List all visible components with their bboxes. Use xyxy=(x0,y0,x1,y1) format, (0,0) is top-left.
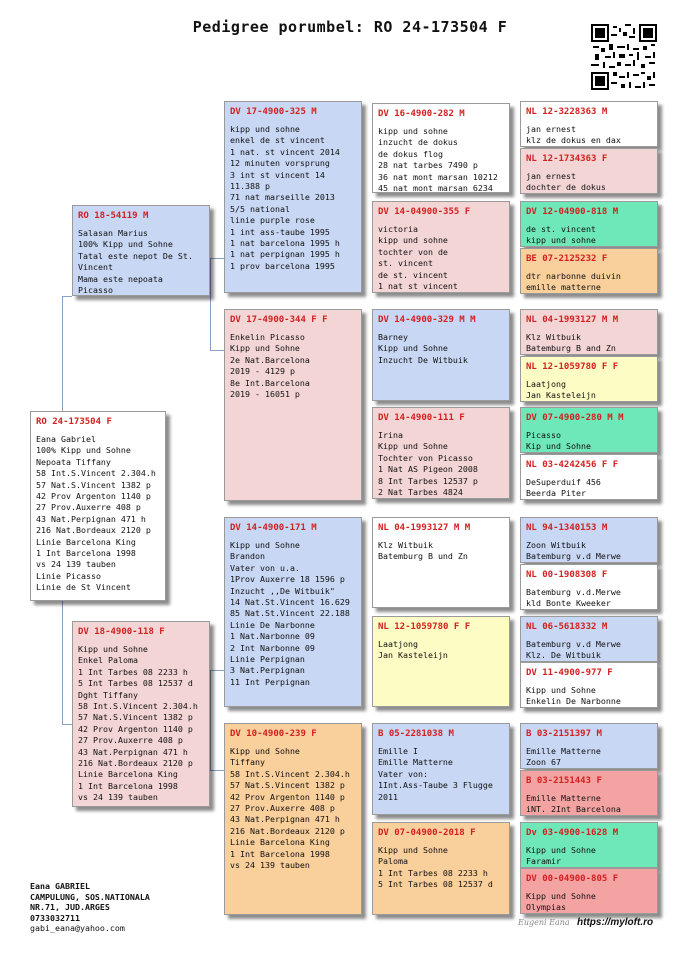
ring-number: NL 03-4242456 F F xyxy=(526,460,619,470)
signature: Eugeni Eana xyxy=(518,918,570,927)
ring-number: NL 12-1059780 F F xyxy=(526,362,619,372)
info-line: Emille Matterne xyxy=(378,757,453,768)
ring-number: DV 17-4900-344 F F xyxy=(230,315,328,325)
info-line: 27 Prov.Auxerre 408 p xyxy=(36,502,141,513)
info-line: vs 24 139 tauben xyxy=(78,792,158,803)
pigeon-card-gen3 xyxy=(372,822,510,915)
info-line: jan ernest xyxy=(526,124,576,134)
info-line: klz de dokus en dax xyxy=(526,135,621,146)
pigeon-card-gen4 xyxy=(520,454,658,500)
info-line: vs 24 139 tauben xyxy=(36,559,116,570)
info-line: Klz. De Witbuik xyxy=(526,650,601,661)
info-line: 216 Nat.Bordeaux 2120 p xyxy=(78,758,193,769)
info-line: Picasso xyxy=(78,285,113,296)
info-line: 5 Int Tarbes 08 12537 d xyxy=(78,678,193,689)
info-line: 11.388 p xyxy=(230,181,270,192)
info-line: 100% Kipp und Sohne xyxy=(36,445,131,456)
info-line: de st. vincent xyxy=(526,224,596,234)
info-line: emille matterne xyxy=(526,282,601,293)
ring-number: DV 07-04900-2018 F xyxy=(378,828,476,838)
info-line: Linie Barcelona King xyxy=(36,536,136,547)
ring-number: DV 00-04900-805 F xyxy=(526,874,619,884)
info-line: 57 Nat.S.Vincent 1382 p xyxy=(78,712,193,723)
info-line: Zoon Witbuik xyxy=(526,540,586,550)
pigeon-card-subject xyxy=(30,411,166,601)
info-line: 1 Int Barcelona 1998 xyxy=(230,848,330,859)
info-line: Linie Barcelona King xyxy=(230,837,330,848)
ring-number: RO 24-173504 F xyxy=(36,417,112,427)
info-line: 8e Int.Barcelona xyxy=(230,377,310,388)
owner-email: gabi_eana@yahoo.com xyxy=(30,923,125,933)
pigeon-card-gen3 xyxy=(372,616,510,707)
owner-line: NR.71, JUD.ARGES xyxy=(30,902,110,912)
ring-number: DV 12-04900-818 M xyxy=(526,207,619,217)
info-line: 1 nat. st vincent 2014 xyxy=(230,146,340,157)
info-line: kipp und sohne xyxy=(526,235,596,246)
info-line: Brandon xyxy=(230,551,265,562)
info-line: Kip und Sohne xyxy=(526,441,591,452)
pigeon-card-dam xyxy=(72,621,210,807)
info-line: 2019 - 4129 p xyxy=(230,366,295,377)
info-line: Emille Matterne xyxy=(526,793,601,803)
info-line: Irina xyxy=(378,430,403,440)
ring-number: B 03-2151397 M xyxy=(526,729,602,739)
ring-number: NL 00-1908308 F xyxy=(526,570,608,580)
info-line: Emille Matterne xyxy=(526,746,601,756)
connector-line xyxy=(210,670,224,671)
info-line: kipp und sohne xyxy=(230,124,300,134)
info-line: Beerda Piter xyxy=(526,488,586,499)
pigeon-card-gen4 xyxy=(520,868,658,914)
info-line: Barney xyxy=(378,332,408,342)
page-title: Pedigree porumbel: RO 24-173504 F xyxy=(192,18,508,36)
info-line: Nepoata Tiffany xyxy=(36,456,111,467)
info-line: Kipp und Sohne xyxy=(230,540,300,550)
info-line: Picasso xyxy=(526,430,561,440)
info-line: Kipp und Sohne xyxy=(378,845,448,855)
info-line: 58 Int.S.Vincent 2.304.h xyxy=(78,701,198,712)
info-line: Salasan Marius xyxy=(78,228,148,238)
connector-line xyxy=(210,258,211,350)
info-line: 3 int st vincent 14 xyxy=(230,169,325,180)
info-line: Inzucht ,,De Witbuik" xyxy=(230,585,335,596)
connector-line xyxy=(210,670,211,770)
info-line: Vater von u.a. xyxy=(230,562,300,573)
info-line: Kipp und Sohne xyxy=(378,343,448,354)
info-line: 11 Int Perpignan xyxy=(230,676,310,687)
ring-number: NL 04-1993127 M M xyxy=(378,523,471,533)
ring-number: NL 12-3228363 M xyxy=(526,107,608,117)
ring-number: DV 14-4900-111 F xyxy=(378,413,465,423)
pigeon-card-gen4 xyxy=(520,662,658,708)
info-line: 71 nat marseille 2013 xyxy=(230,192,335,203)
info-line: 28 nat tarbes 7490 p xyxy=(378,160,478,171)
pigeon-card-gen3 xyxy=(372,723,510,815)
info-line: Zoon 67 xyxy=(526,757,561,768)
owner-line: Eana GABRIEL xyxy=(30,881,90,891)
pigeon-card-gen4 xyxy=(520,101,658,147)
info-line: Batemburg v.d Merwe xyxy=(526,639,621,649)
info-line: 36 nat mont marsan 10212 xyxy=(378,171,498,182)
info-line: 2e Nat.Barcelona xyxy=(230,354,310,365)
info-line: 42 Prov Argenton 1140 p xyxy=(36,491,151,502)
connector-line xyxy=(62,724,72,725)
info-line: Enkelin Picasso xyxy=(230,332,305,342)
info-line: Tatal este nepot De St. xyxy=(78,250,193,261)
info-line: 1Int.Ass-Taube 3 Flugge xyxy=(378,780,493,791)
info-line: Olympias xyxy=(526,902,566,913)
ring-number: Dv 03-4900-1628 M xyxy=(526,828,619,838)
pigeon-card-gen4 xyxy=(520,356,658,402)
info-line: jan ernest xyxy=(526,171,576,181)
website-link[interactable]: https://myloft.ro xyxy=(577,917,654,928)
info-line: 43 Nat.Perpignan 471 h xyxy=(78,746,188,757)
info-line: 1 Nat.Narbonne 09 xyxy=(230,631,315,642)
info-line: iNT. 2Int Barcelona xyxy=(526,804,621,815)
info-line: Faramir xyxy=(526,856,561,867)
info-line: Linie de St Vincent xyxy=(36,582,131,593)
info-line: Paloma xyxy=(378,856,408,867)
pigeon-card-gen2 xyxy=(224,723,362,915)
ring-number: DV 07-4900-280 M M xyxy=(526,413,624,423)
info-line: Kipp und Sohne xyxy=(230,746,300,756)
info-line: Tiffany xyxy=(230,757,265,768)
info-line: Laatjong xyxy=(378,639,418,649)
info-line: 58 Int.S.Vincent 2.304.h xyxy=(36,468,156,479)
info-line: Dght Tiffany xyxy=(78,689,138,700)
info-line: linie purple rose xyxy=(230,215,315,226)
info-line: Linie Picasso xyxy=(36,570,101,581)
pigeon-card-gen4 xyxy=(520,770,658,816)
info-line: 1 Int Tarbes 08 2233 h xyxy=(378,867,488,878)
pigeon-card-gen4 xyxy=(520,148,658,194)
info-line: 1 int ass-taube 1995 xyxy=(230,226,330,237)
ring-number: NL 06-5618332 M xyxy=(526,622,608,632)
pigeon-card-gen3 xyxy=(372,201,510,293)
pigeon-card-gen4 xyxy=(520,564,658,610)
info-line: 57 Nat.S.Vincent 1382 p xyxy=(230,780,345,791)
pigeon-card-gen2 xyxy=(224,101,362,293)
info-line: Kipp und Sohne xyxy=(526,685,596,695)
ring-number: BE 07-2125232 F xyxy=(526,254,608,264)
info-line: Emille I xyxy=(378,746,418,756)
info-line: Eana Gabriel xyxy=(36,434,96,444)
info-line: kipp und sohne xyxy=(378,126,448,136)
pigeon-card-gen4 xyxy=(520,248,658,294)
ring-number: DV 14-04900-355 F xyxy=(378,207,471,217)
info-line: 57 Nat.S.Vincent 1382 p xyxy=(36,479,151,490)
info-line: Klz Witbuik xyxy=(526,332,581,342)
info-line: victoria xyxy=(378,224,418,234)
info-line: dtr narbonne duivin xyxy=(526,271,621,281)
info-line: 2011 xyxy=(378,791,398,802)
pigeon-card-gen3 xyxy=(372,407,510,499)
connector-line xyxy=(62,296,72,297)
owner-line: 0733032711 xyxy=(30,912,80,923)
info-line: Tochter von Picasso xyxy=(378,452,473,463)
info-line: 43 Nat.Perpignan 471 h xyxy=(36,513,146,524)
info-line: Linie De Narbonne xyxy=(230,619,315,630)
info-line: 5/5 national xyxy=(230,203,290,214)
info-line: 42 Prov Argenton 1140 p xyxy=(78,723,193,734)
ring-number: B 03-2151443 F xyxy=(526,776,602,786)
info-line: de dokus flog xyxy=(378,148,443,159)
info-line: 1 Int Tarbes 08 2233 h xyxy=(78,666,188,677)
ring-number: DV 11-4900-977 F xyxy=(526,668,613,678)
info-line: DeSuperduif 456 xyxy=(526,477,601,487)
pigeon-card-gen4 xyxy=(520,517,658,563)
info-line: Jan Kasteleijn xyxy=(378,650,448,661)
ring-number: DV 14-4900-329 M M xyxy=(378,315,476,325)
info-line: 43 Nat.Perpignan 471 h xyxy=(230,814,340,825)
info-line: Mama este nepoata xyxy=(78,273,163,284)
info-line: Linie Perpignan xyxy=(230,654,305,665)
info-line: Inzucht De Witbuik xyxy=(378,354,468,365)
ring-number: NL 12-1059780 F F xyxy=(378,622,471,632)
info-line: 27 Prov.Auxerre 408 p xyxy=(78,735,183,746)
info-line: Batemburg B and Zn xyxy=(526,343,616,354)
info-line: dochter de dokus xyxy=(526,182,606,193)
ring-number: DV 18-4900-118 F xyxy=(78,627,165,637)
info-line: 58 Int.S.Vincent 2.304.h xyxy=(230,768,350,779)
info-line: Enkelin De Narbonne xyxy=(526,696,621,707)
info-line: Batemburg v.d.Merwe xyxy=(526,587,621,597)
pigeon-card-gen4 xyxy=(520,822,658,868)
info-line: Kipp und Sohne xyxy=(78,644,148,654)
info-line: Jan Kasteleijn xyxy=(526,390,596,401)
info-line: 216 Nat.Bordeaux 2120 p xyxy=(230,825,345,836)
info-line: Kipp und Sohne xyxy=(526,891,596,901)
ring-number: DV 17-4900-325 M xyxy=(230,107,317,117)
pigeon-card-gen2 xyxy=(224,517,362,707)
ring-number: DV 10-4900-239 F xyxy=(230,729,317,739)
info-line: 2 Nat Tarbes 4824 xyxy=(378,487,463,498)
pigeon-card-gen3 xyxy=(372,309,510,401)
connector-line xyxy=(210,258,224,259)
info-line: Kipp und Sohne xyxy=(526,845,596,855)
info-line: 3 Nat.Perpignan xyxy=(230,665,305,676)
ring-number: NL 04-1993127 M M xyxy=(526,315,619,325)
info-line: 85 Nat.St.Vincent 22.188 xyxy=(230,608,350,619)
info-line: 216 Nat.Bordeaux 2120 p xyxy=(36,525,151,536)
ring-number: DV 16-4900-282 M xyxy=(378,109,465,119)
pigeon-card-gen4 xyxy=(520,201,658,247)
info-line: 14 Nat.St.Vincent 16.629 xyxy=(230,597,350,608)
info-line: 42 Prov Argenton 1140 p xyxy=(230,791,345,802)
info-line: de st. vincent xyxy=(378,269,448,280)
connector-line xyxy=(210,770,224,771)
ring-number: B 05-2281038 M xyxy=(378,729,454,739)
info-line: 1 nat st vincent xyxy=(378,281,458,292)
ring-number: NL 94-1340153 M xyxy=(526,523,608,533)
info-line: inzucht de dokus xyxy=(378,137,458,148)
ring-number: DV 14-4900-171 M xyxy=(230,523,317,533)
info-line: 2 Int Narbonne 09 xyxy=(230,642,315,653)
info-line: Vater von: xyxy=(378,768,428,779)
pigeon-card-sire xyxy=(72,205,210,296)
qr-code xyxy=(591,24,657,90)
info-line: 1 Nat AS Pigeon 2008 xyxy=(378,464,478,475)
pigeon-card-gen3 xyxy=(372,103,510,193)
ring-number: NL 12-1734363 F xyxy=(526,154,608,164)
connector-line xyxy=(210,350,224,351)
info-line: 27 Prov.Auxerre 408 p xyxy=(230,803,335,814)
info-line: Batemburg v.d Merwe xyxy=(526,551,621,562)
pigeon-card-gen4 xyxy=(520,723,658,769)
info-line: Vincent xyxy=(78,262,113,273)
info-line: 1 prov barcelona 1995 xyxy=(230,260,335,271)
info-line: kipp und sohne xyxy=(378,235,448,246)
info-line: Kipp und Sohne xyxy=(230,343,300,354)
info-line: 12 minuten vorsprung xyxy=(230,158,330,169)
info-line: vs 24 139 tauben xyxy=(230,860,310,871)
ring-number: RO 18-54119 M xyxy=(78,211,149,221)
pigeon-card-gen2 xyxy=(224,309,362,501)
info-line: st. vincent xyxy=(378,258,433,269)
info-line: 1 Int Barcelona 1998 xyxy=(78,780,178,791)
info-line: Klz Witbuik xyxy=(378,540,433,550)
pigeon-card-gen4 xyxy=(520,407,658,453)
info-line: 5 Int Tarbes 08 12537 d xyxy=(378,879,493,890)
info-line: 1 nat perpignan 1995 h xyxy=(230,249,340,260)
info-line: 8 Int Tarbes 12537 p xyxy=(378,475,478,486)
info-line: 45 nat mont marsan 6234 xyxy=(378,183,493,193)
info-line: Kipp und Sohne xyxy=(378,441,448,452)
info-line: Laatjong xyxy=(526,379,566,389)
owner-info xyxy=(30,881,150,934)
info-line: 1 nat barcelona 1995 h xyxy=(230,238,340,249)
info-line: 1 Int Barcelona 1998 xyxy=(36,548,136,559)
owner-line: CAMPULUNG, SOS.NATIONALA xyxy=(30,891,150,902)
pigeon-card-gen4 xyxy=(520,309,658,355)
info-line: 1Prov Auxerre 18 1596 p xyxy=(230,574,345,585)
info-line: Batemburg B und Zn xyxy=(378,551,468,562)
info-line: Enkel Paloma xyxy=(78,655,138,666)
info-line: Linie Barcelona King xyxy=(78,769,178,780)
info-line: tochter von de xyxy=(378,246,448,257)
info-line: 100% Kipp und Sohne xyxy=(78,239,173,250)
pigeon-card-gen3 xyxy=(372,517,510,608)
info-line: kld Bonte Kweeker xyxy=(526,598,611,609)
info-line: 2019 - 16051 p xyxy=(230,389,300,400)
pigeon-card-gen4 xyxy=(520,616,658,662)
info-line: enkel de st vincent xyxy=(230,135,325,146)
